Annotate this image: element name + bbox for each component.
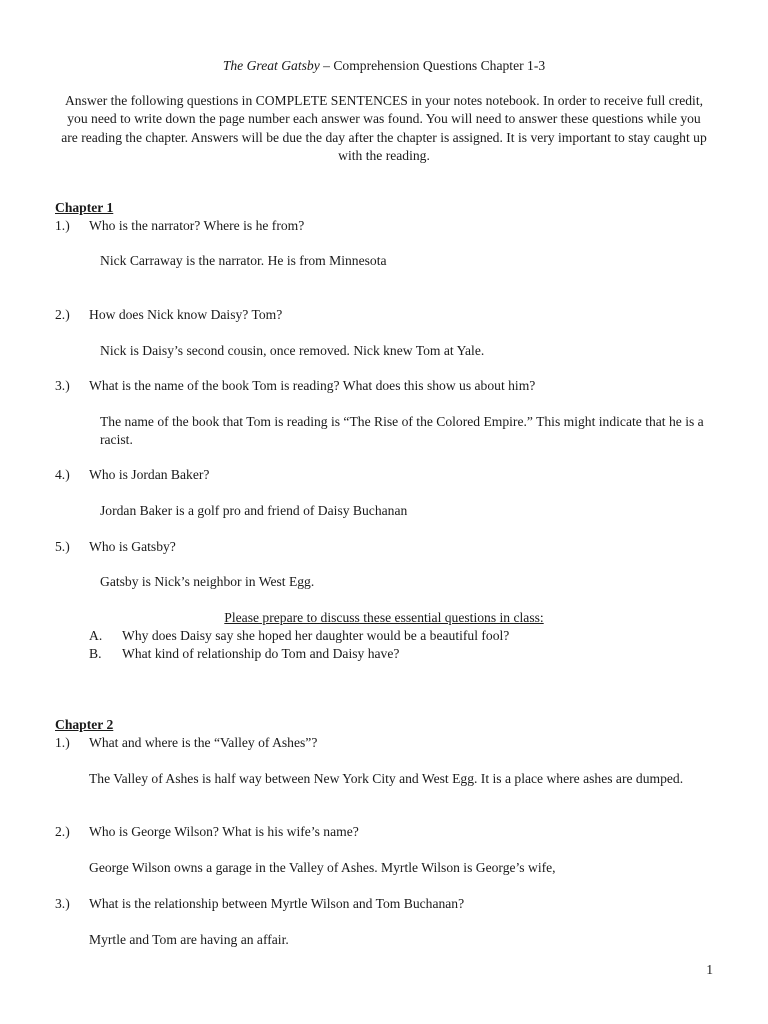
answer-text: George Wilson owns a garage in the Valley of Ashes. Myrtle Wilson is George’s wife,	[89, 860, 556, 875]
question-text: Who is Gatsby?	[89, 539, 176, 554]
discussion-letter: A.	[89, 628, 103, 643]
answer-text: Nick Carraway is the narrator. He is from Minnesota	[100, 253, 387, 268]
chapter-2-heading: Chapter 2	[55, 717, 114, 732]
answer-text: Myrtle and Tom are having an affair.	[89, 932, 289, 947]
chapter-1-heading: Chapter 1	[55, 200, 114, 215]
question-text: What is the relationship between Myrtle Wilson and Tom Buchanan?	[89, 896, 465, 911]
page-number: 1	[706, 962, 713, 977]
answer-text: Jordan Baker is a golf pro and friend of Daisy Buchanan	[100, 503, 408, 518]
question-text: What and where is the “Valley of Ashes”?	[89, 735, 318, 750]
question-text: How does Nick know Daisy? Tom?	[89, 307, 283, 322]
question-number: 3.)	[55, 896, 70, 911]
question-number: 2.)	[55, 824, 70, 839]
title-rest: – Comprehension Questions Chapter 1-3	[319, 58, 546, 73]
question-number: 3.)	[55, 378, 70, 393]
question-number: 4.)	[55, 467, 70, 482]
discussion-prompt: Please prepare to discuss these essential questions in class:	[224, 610, 544, 625]
discussion-letter: B.	[89, 646, 102, 661]
question-text: Who is the narrator? Where is he from?	[89, 218, 305, 233]
answer-text: Nick is Daisy’s second cousin, once removed. Nick knew Tom at Yale.	[100, 343, 485, 358]
instructions-paragraph: Answer the following questions in COMPLETE SENTENCES in your notes notebook. In order to receive full credit, you need to write down the page number each answer was found. You will need to answer these questions while you are reading the chapter. Answers will be due the day after the chapter is assigned. It is very important to stay caught up with the reading.	[61, 93, 707, 163]
answer-text: The name of the book that Tom is reading is “The Rise of the Colored Empire.” This might indicate that he is a racist.	[100, 414, 704, 447]
book-title: The Great Gatsby	[222, 58, 320, 73]
discussion-question: What kind of relationship do Tom and Daisy have?	[122, 646, 400, 661]
question-number: 5.)	[55, 539, 70, 554]
question-number: 1.)	[55, 735, 70, 750]
question-text: Who is Jordan Baker?	[89, 467, 210, 482]
question-number: 2.)	[55, 307, 70, 322]
question-text: Who is George Wilson? What is his wife’s name?	[89, 824, 359, 839]
document-title	[0, 57, 768, 75]
question-text: What is the name of the book Tom is reading? What does this show us about him?	[89, 378, 536, 393]
answer-text: The Valley of Ashes is half way between New York City and West Egg. It is a place where ashes are dumped.	[89, 771, 684, 786]
answer-text: Gatsby is Nick’s neighbor in West Egg.	[100, 574, 315, 589]
discussion-question: Why does Daisy say she hoped her daughter would be a beautiful fool?	[122, 628, 510, 643]
question-number: 1.)	[55, 218, 70, 233]
